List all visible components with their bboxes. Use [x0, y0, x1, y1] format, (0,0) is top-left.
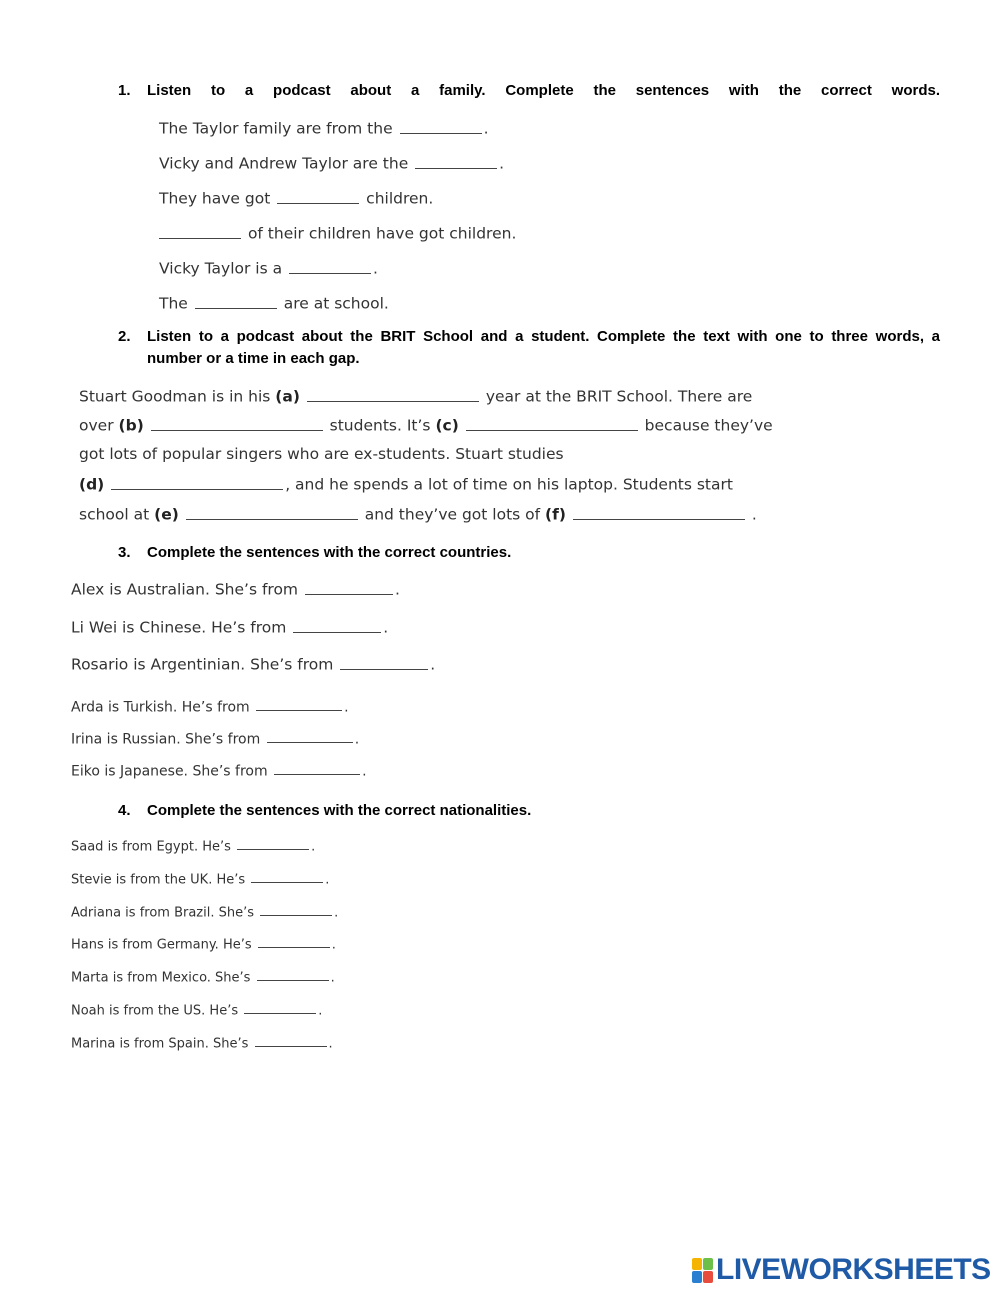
- s1-blank-4[interactable]: [159, 223, 241, 239]
- section-3-number: 3.: [118, 544, 131, 561]
- s2-blank-b[interactable]: [151, 415, 323, 431]
- s4-sentence-4: Hans is from Germany. He’s .: [71, 935, 336, 952]
- s4-sentence-2: Stevie is from the UK. He’s .: [71, 870, 329, 887]
- section-1-heading: [118, 80, 940, 102]
- s2-line-4: (d) , and he spends a lot of time on his laptop. Students start: [79, 475, 733, 494]
- s1-sentence-1: The Taylor family are from the .: [159, 119, 489, 138]
- s3-blank-4[interactable]: [256, 697, 342, 711]
- s2-line-2: over (b) students. It’s (c) because they’ve: [79, 416, 773, 435]
- s4-blank-3[interactable]: [260, 903, 332, 916]
- section-4-instruction: Complete the sentences with the correct nationalities.: [147, 802, 532, 819]
- s4-blank-1[interactable]: [237, 837, 309, 850]
- s1-blank-6[interactable]: [195, 293, 277, 309]
- s2-blank-d[interactable]: [111, 474, 283, 490]
- s2-blank-a[interactable]: [307, 386, 479, 402]
- section-2-number: 2.: [118, 328, 131, 345]
- s3-blank-5[interactable]: [267, 729, 353, 743]
- s2-blank-c[interactable]: [466, 415, 638, 431]
- s1-sentence-3: They have got children.: [159, 189, 434, 208]
- s1-sentence-6: The are at school.: [159, 294, 389, 313]
- s4-blank-6[interactable]: [244, 1001, 316, 1014]
- s3-sentence-6: Eiko is Japanese. She’s from .: [71, 761, 367, 779]
- s4-blank-4[interactable]: [258, 935, 330, 948]
- section-2-heading: [118, 326, 940, 370]
- s3-blank-1[interactable]: [305, 579, 393, 595]
- s2-line-1: Stuart Goodman is in his (a) year at the BRIT School. There are: [79, 387, 753, 406]
- section-3-instruction: Complete the sentences with the correct countries.: [147, 544, 512, 561]
- s3-sentence-1: Alex is Australian. She’s from .: [71, 580, 400, 599]
- s4-blank-2[interactable]: [251, 870, 323, 883]
- liveworksheets-mark-icon: [692, 1258, 712, 1282]
- s2-blank-e[interactable]: [186, 504, 358, 520]
- s3-blank-2[interactable]: [293, 617, 381, 633]
- section-2-instruction-line-1: Listen to a podcast about the BRIT School and a student. Complete the text with one to three words, a: [147, 328, 940, 345]
- s4-sentence-1: Saad is from Egypt. He’s .: [71, 837, 315, 854]
- s3-sentence-3: Rosario is Argentinian. She’s from .: [71, 655, 436, 674]
- s1-sentence-5: Vicky Taylor is a .: [159, 259, 378, 278]
- s2-blank-f[interactable]: [573, 504, 745, 520]
- section-2-instruction-line-2: number or a time in each gap.: [147, 350, 360, 367]
- s1-blank-5[interactable]: [289, 258, 371, 274]
- s1-blank-2[interactable]: [415, 153, 497, 169]
- s3-blank-6[interactable]: [274, 761, 360, 775]
- s4-sentence-3: Adriana is from Brazil. She’s .: [71, 903, 338, 920]
- section-3-heading: [118, 542, 940, 564]
- s1-blank-1[interactable]: [400, 118, 482, 134]
- section-4-heading: [118, 800, 940, 822]
- s3-blank-3[interactable]: [340, 654, 428, 670]
- liveworksheets-logo: [692, 1253, 991, 1287]
- s4-blank-7[interactable]: [255, 1034, 327, 1047]
- s1-blank-3[interactable]: [277, 188, 359, 204]
- s1-sentence-2: Vicky and Andrew Taylor are the .: [159, 154, 505, 173]
- s2-line-3: got lots of popular singers who are ex-students. Stuart studies: [79, 445, 564, 463]
- liveworksheets-wordmark: LIVEWORKSHEETS: [716, 1253, 991, 1286]
- s4-blank-5[interactable]: [257, 968, 329, 981]
- s3-sentence-4: Arda is Turkish. He’s from .: [71, 697, 349, 715]
- s4-sentence-5: Marta is from Mexico. She’s .: [71, 968, 335, 985]
- section-4-number: 4.: [118, 802, 131, 819]
- s3-sentence-5: Irina is Russian. She’s from .: [71, 729, 359, 747]
- s3-sentence-2: Li Wei is Chinese. He’s from .: [71, 618, 389, 637]
- s2-line-5: school at (e) and they’ve got lots of (f) .: [79, 505, 757, 524]
- s4-sentence-7: Marina is from Spain. She’s .: [71, 1034, 333, 1051]
- s1-sentence-4: of their children have got children.: [159, 223, 516, 243]
- section-1-instruction: Listen to a podcast about a family. Complete the sentences with the correct words.: [147, 82, 940, 99]
- section-1-number: 1.: [118, 82, 131, 99]
- s4-sentence-6: Noah is from the US. He’s .: [71, 1001, 322, 1018]
